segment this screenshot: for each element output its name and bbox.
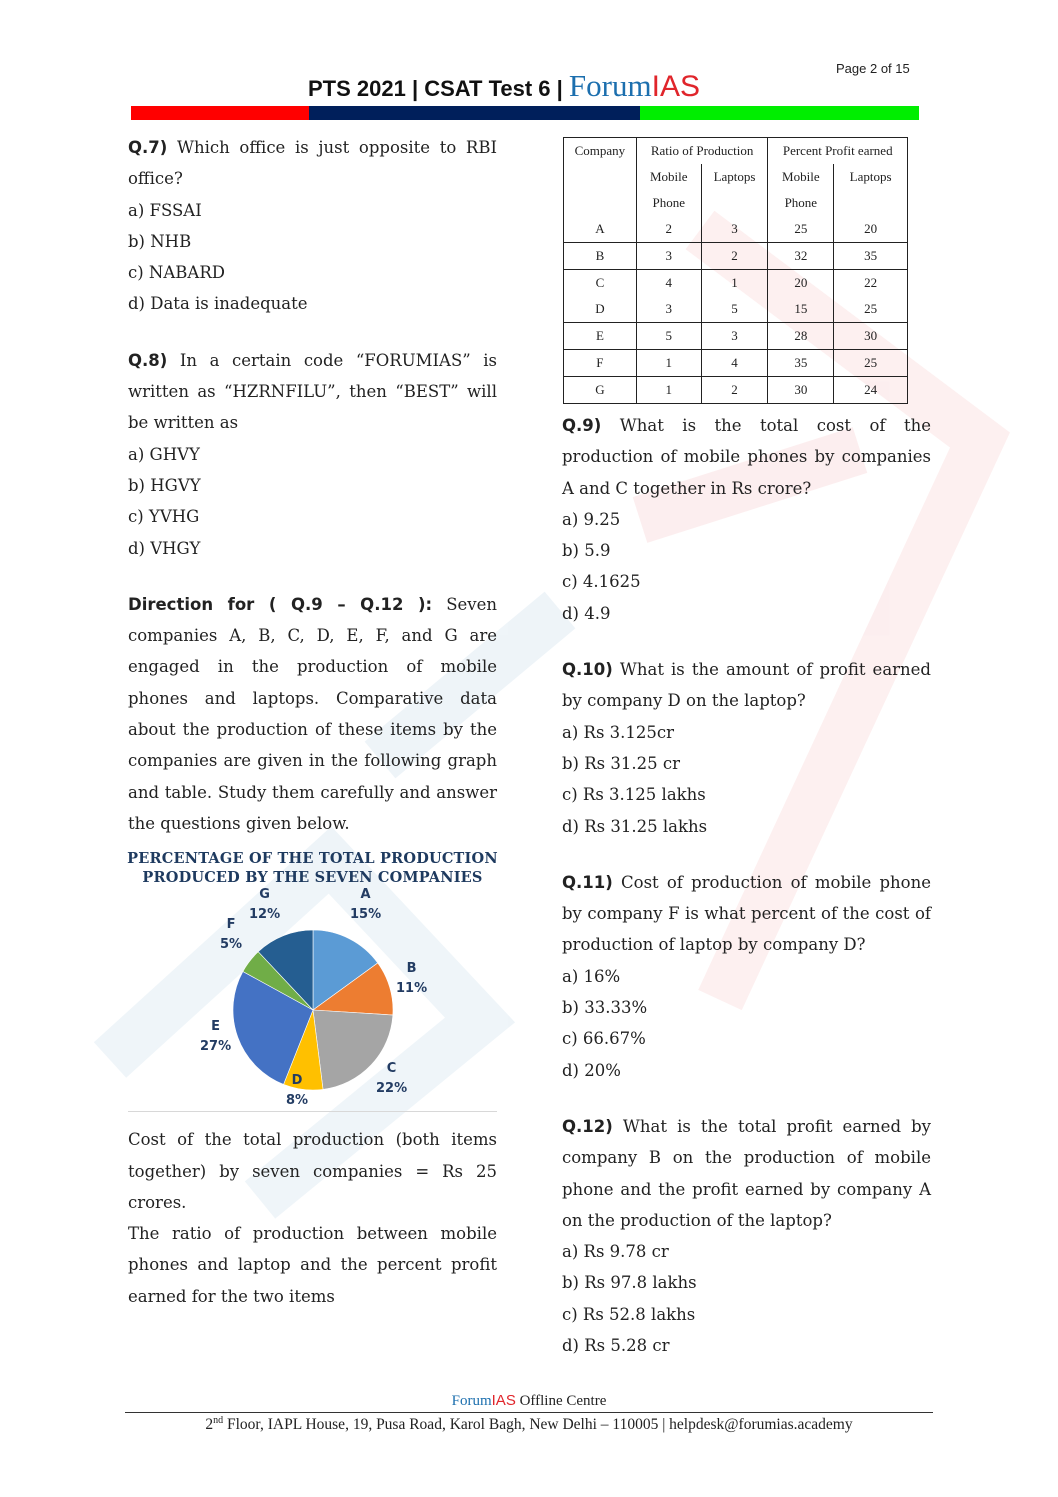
option-d: d) 4.9: [562, 603, 611, 623]
notes: [128, 1124, 497, 1312]
table-row: [564, 243, 908, 270]
table-cell-profit-laptop: 20: [834, 216, 908, 243]
color-bar-navy: [309, 106, 640, 120]
table-cell-profit-laptop: 25: [834, 296, 908, 323]
question-text: Which office is just opposite to RBI office?: [128, 138, 497, 189]
question-9: [562, 410, 931, 629]
option-c: c) Rs 52.8 lakhs: [562, 1304, 696, 1324]
header-profit-mobile: Mobile: [768, 164, 834, 190]
question-number: Q.9): [562, 416, 602, 435]
pie-label-b: B 11%: [396, 961, 428, 997]
footer-centre-label: Offline Centre: [515, 1393, 607, 1409]
table-cell-profit-laptop: 30: [834, 323, 908, 350]
footer-address: 2nd Floor, IAPL House, 19, Pusa Road, Karol Bagh, New Delhi – 110005 | helpdesk@forumias.academy: [205, 1415, 853, 1434]
table-cell-ratio-laptop: 4: [701, 350, 768, 377]
header-color-bar: [131, 106, 919, 120]
question-11: [562, 867, 931, 1086]
question-number: Q.11): [562, 872, 613, 892]
color-bar-red: [131, 106, 309, 120]
table-cell-profit-mobile: 30: [768, 377, 834, 404]
header-ratio: Ratio of Production: [636, 138, 768, 165]
table-cell-ratio-mobile: 5: [636, 323, 701, 350]
footer-divider: [125, 1412, 933, 1413]
brand-ias: IAS: [651, 70, 700, 103]
pie-label-a: A 15%: [350, 887, 382, 923]
question-text: Cost of production of mobile phone by company F is what percent of the cost of production of laptop by company D?: [562, 872, 931, 955]
header-company: Company: [564, 138, 637, 165]
page-indicator: Page 2 of 15: [836, 61, 910, 76]
footer-brand-forum: Forum: [451, 1393, 492, 1409]
question-text: What is the amount of profit earned by company D on the laptop?: [562, 660, 931, 711]
table-cell-ratio-laptop: 5: [701, 296, 768, 323]
cost-note: Cost of the total production (both items together) by seven companies = Rs 25 crores.: [128, 1130, 497, 1212]
question-8: [128, 345, 497, 564]
table-cell-company: C: [564, 270, 637, 297]
table-body: [564, 216, 908, 404]
table-cell-company: F: [564, 350, 637, 377]
table-cell-ratio-mobile: 3: [636, 243, 701, 270]
table-cell-ratio-mobile: 3: [636, 296, 701, 323]
question-12: [562, 1111, 931, 1361]
question-number: Q.8): [128, 350, 168, 370]
test-title: PTS 2021 | CSAT Test 6 |: [308, 76, 569, 101]
direction-label: Direction for ( Q.9 – Q.12 ):: [128, 594, 433, 614]
question-10: [562, 654, 931, 842]
option-d: d) Data is inadequate: [128, 294, 308, 314]
table-row: [564, 323, 908, 350]
table-cell-profit-mobile: 25: [768, 216, 834, 243]
option-d: d) 20%: [562, 1060, 621, 1080]
brand-forum: Forum: [568, 68, 652, 103]
ratio-note: The ratio of production between mobile phones and laptop and the percent profit earned for the two items: [128, 1224, 497, 1306]
header-ratio-mobile: Mobile: [636, 164, 701, 190]
table-cell-company: D: [564, 296, 637, 323]
table-row: [564, 350, 908, 377]
table-row: [564, 377, 908, 404]
table-cell-ratio-laptop: 1: [701, 270, 768, 297]
direction-body: Seven companies A, B, C, D, E, F, and G are engaged in the production of mobile phones and laptops. Comparative data about the production of these items by the companies are given in the following graph and table. Study them carefully and answer the questions given below.: [128, 594, 497, 833]
production-table: Company Ratio of Production Percent Profit earned Mobile Laptops Mobile Laptops Phone Phone A 2 3 25 20 B 3 2 32 35 C 4 1 20 22 D 3 5 15 25 E 5 3 28 30 F 1 4 35 25 G 1 2 30 24: [563, 137, 908, 404]
header-profit: Percent Profit earned: [768, 138, 908, 165]
option-a: a) 9.25: [562, 509, 621, 529]
question-7: [128, 132, 497, 320]
option-a: a) GHVY: [128, 444, 200, 464]
option-c: c) Rs 3.125 lakhs: [562, 785, 706, 805]
question-text: In a certain code “FORUMIAS” is written as “HZRNFILU”, then “BEST” will be written as: [128, 350, 497, 433]
option-d: d) Rs 31.25 lakhs: [562, 816, 708, 836]
table-cell-profit-mobile: 28: [768, 323, 834, 350]
table-cell-ratio-laptop: 3: [701, 216, 768, 243]
color-bar-green: [640, 106, 919, 120]
table-cell-profit-mobile: 35: [768, 350, 834, 377]
left-column: [128, 132, 497, 1312]
option-d: d) Rs 5.28 cr: [562, 1336, 670, 1356]
header-profit-laptops: Laptops: [834, 164, 908, 190]
option-b: b) 33.33%: [562, 998, 648, 1018]
table-row: [564, 296, 908, 323]
question-text: What is the total cost of the production of mobile phones by companies A and C together in Rs crore?: [562, 416, 931, 498]
option-a: a) Rs 3.125cr: [562, 722, 675, 742]
table-cell-ratio-mobile: 2: [636, 216, 701, 243]
right-column: [562, 410, 931, 1386]
table-cell-ratio-laptop: 2: [701, 377, 768, 404]
table-cell-profit-laptop: 24: [834, 377, 908, 404]
table-row: [564, 216, 908, 243]
option-c: c) NABARD: [128, 263, 225, 283]
footer-brand-ias: IAS: [491, 1392, 516, 1409]
table-cell-profit-mobile: 15: [768, 296, 834, 323]
table-cell-profit-laptop: 25: [834, 350, 908, 377]
pie-graphic: [228, 925, 398, 1095]
table-cell-profit-laptop: 22: [834, 270, 908, 297]
pie-label-g: G 12%: [249, 887, 281, 923]
option-b: b) Rs 31.25 cr: [562, 753, 680, 773]
pie-label-f: F 5%: [220, 917, 243, 953]
option-a: a) FSSAI: [128, 200, 202, 220]
option-b: b) 5.9: [562, 541, 611, 561]
table-cell-company: B: [564, 243, 637, 270]
table-cell-company: E: [564, 323, 637, 350]
question-number: Q.7): [128, 138, 168, 157]
footer-centre: [0, 1392, 1058, 1410]
option-c: c) 4.1625: [562, 572, 641, 592]
option-d: d) VHGY: [128, 538, 201, 558]
table-cell-ratio-mobile: 1: [636, 350, 701, 377]
option-a: a) Rs 9.78 cr: [562, 1242, 669, 1262]
chart-title: PERCENTAGE OF THE TOTAL PRODUCTION PRODUCED BY THE SEVEN COMPANIES: [127, 850, 498, 887]
option-b: b) HGVY: [128, 475, 201, 495]
page-title: [308, 68, 700, 104]
table-cell-ratio-mobile: 1: [636, 377, 701, 404]
table-cell-ratio-mobile: 4: [636, 270, 701, 297]
option-c: c) YVHG: [128, 507, 200, 527]
table-cell-profit-laptop: 35: [834, 243, 908, 270]
table-cell-company: G: [564, 377, 637, 404]
option-b: b) Rs 97.8 lakhs: [562, 1273, 697, 1293]
option-c: c) 66.67%: [562, 1029, 646, 1049]
header-ratio-laptops: Laptops: [701, 164, 768, 190]
option-b: b) NHB: [128, 231, 192, 251]
direction-text: [128, 589, 497, 839]
footer-address-text: Floor, IAPL House, 19, Pusa Road, Karol Bagh, New Delhi – 110005 | helpdesk@forumias.academy: [223, 1416, 853, 1434]
pie-chart: [128, 849, 497, 1112]
pie-label-d: D 8%: [286, 1073, 309, 1109]
table-cell-ratio-laptop: 3: [701, 323, 768, 350]
table-row: [564, 270, 908, 297]
option-a: a) 16%: [562, 966, 621, 986]
table-cell-ratio-laptop: 2: [701, 243, 768, 270]
question-text: What is the total profit earned by company B on the production of mobile phone and the profit earned by company A on the production of the laptop?: [562, 1116, 931, 1230]
table-cell-profit-mobile: 20: [768, 270, 834, 297]
table-cell-profit-mobile: 32: [768, 243, 834, 270]
pie-label-c: C 22%: [376, 1061, 408, 1097]
question-number: Q.12): [562, 1116, 613, 1136]
question-number: Q.10): [562, 660, 613, 680]
table-cell-company: A: [564, 216, 637, 243]
pie-label-e: E 27%: [200, 1019, 232, 1055]
